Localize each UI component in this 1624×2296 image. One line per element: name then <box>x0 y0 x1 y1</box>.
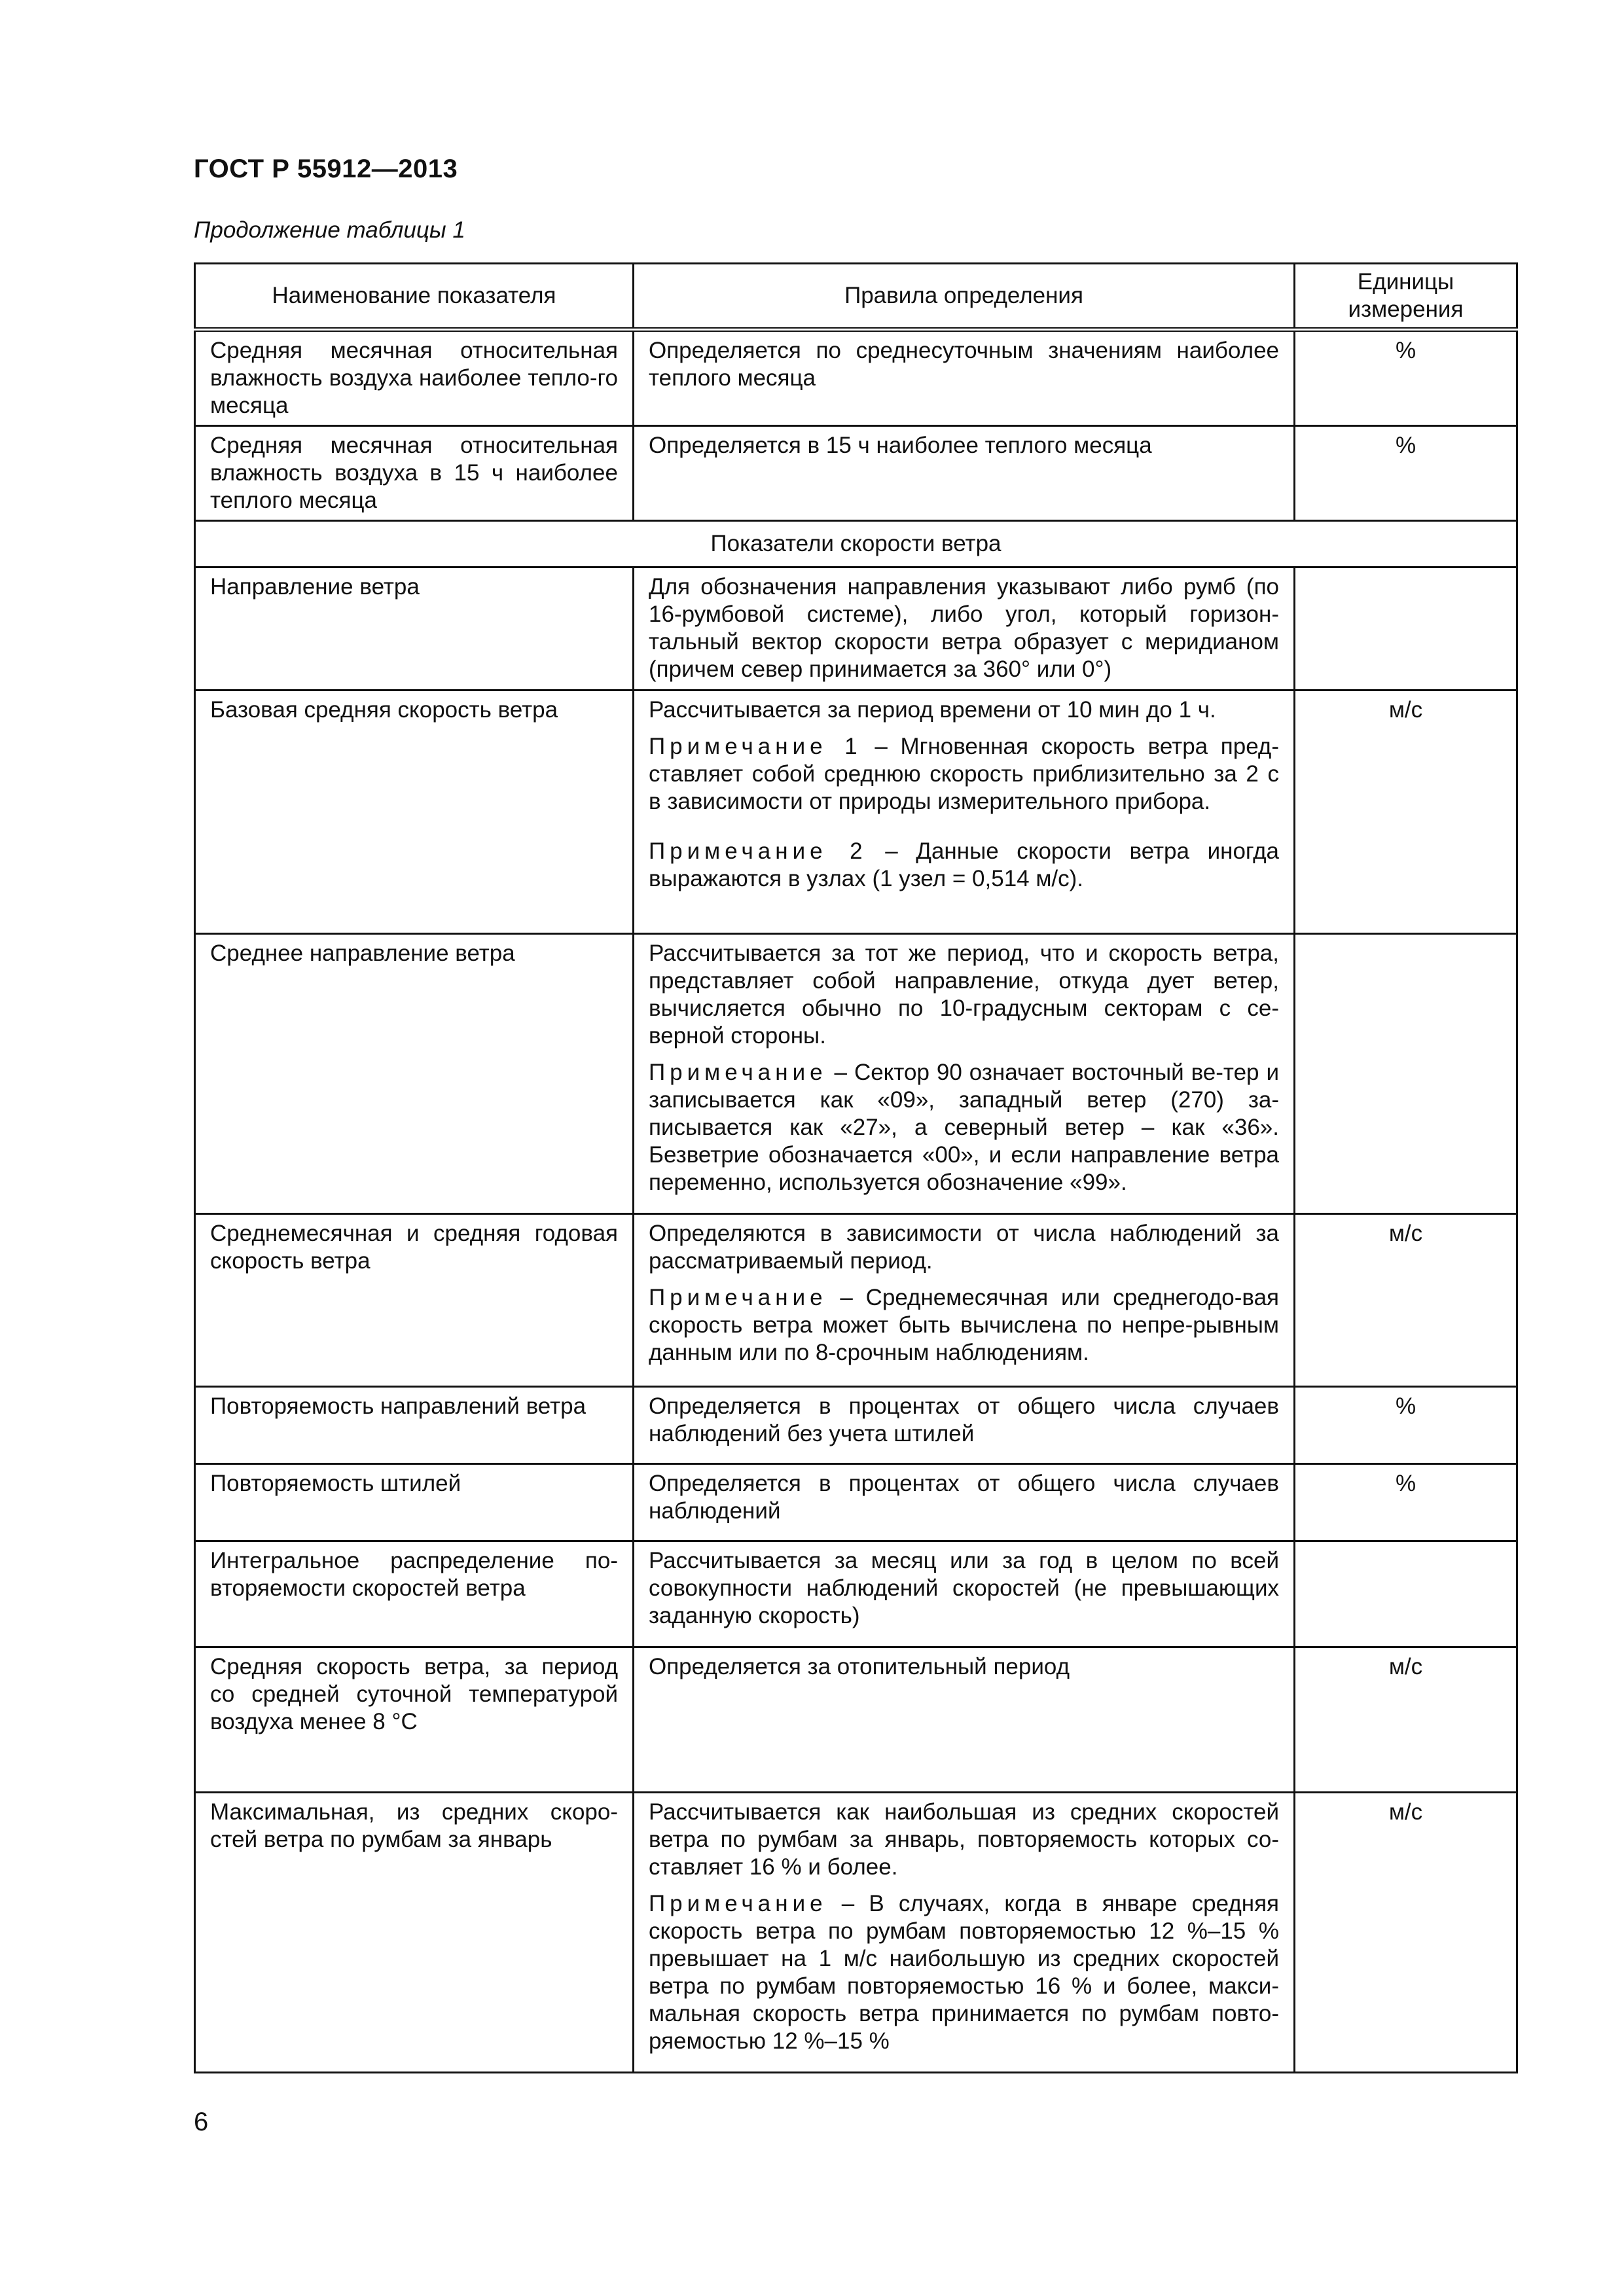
section-row <box>195 521 1517 567</box>
indicator-rule: Определяется за отопительный период <box>634 1647 1295 1793</box>
indicator-name: Повторяемость штилей <box>195 1464 634 1541</box>
table-header-row <box>195 264 1517 330</box>
indicator-unit: % <box>1295 330 1517 426</box>
note-label: Примечание 2 <box>649 838 867 864</box>
note-text: – Мгновенная скорость ветра пред-ставляет собой среднюю скорость приблизительно за 2 с в зависимости от природы измерительного прибора. <box>649 734 1279 814</box>
indicator-rule: Определяется по среднесуточным значениям наиболее теплого месяца <box>634 330 1295 426</box>
table-row <box>195 1647 1517 1793</box>
table-row <box>195 426 1517 521</box>
indicator-rule-cell <box>634 934 1295 1214</box>
indicator-unit <box>1295 567 1517 691</box>
indicator-rule-cell <box>634 691 1295 934</box>
indicator-name: Среднемесячная и средняя годовая скорость ветра <box>195 1214 634 1387</box>
table-row <box>195 1541 1517 1647</box>
document-standard-number: ГОСТ Р 55912—2013 <box>194 154 458 183</box>
table-row <box>195 691 1517 934</box>
table-row <box>195 1387 1517 1464</box>
indicator-unit: % <box>1295 426 1517 521</box>
note-text: – Сектор 90 означает восточный ве-тер и записывается как «09», западный ветер (270) за-писывается как «27», а северный ветер – как «36». Безветрие обозначается «00», и если направление ветра переменно, используется обозначение «99». <box>649 1060 1279 1195</box>
indicator-rule: Рассчитывается за период времени от 10 мин до 1 ч. <box>649 697 1216 723</box>
indicator-name: Средняя месячная относительная влажность воздуха наиболее тепло-го месяца <box>195 330 634 426</box>
indicator-unit <box>1295 934 1517 1214</box>
indicator-rule: Рассчитывается за тот же период, что и скорость ветра, представляет собой направление, откуда дует ветер, вычисляется обычно по 10-градусным секторам с се-верной стороны. <box>649 941 1279 1049</box>
indicator-unit: % <box>1295 1387 1517 1464</box>
indicator-rule: Рассчитывается как наибольшая из средних скоростей ветра по румбам за январь, повторяемость которых со-ставляет 16 % и более. <box>649 1799 1279 1880</box>
note-text: – В случаях, когда в январе средняя скорость ветра по румбам повторяемостью 12 %–15 % превышает на 1 м/с наибольшую из средних скоростей ветра по румбам повторяемостью 16 % и более, макси-мальная скорость ветра принимается по румбам повто-ряемостью 12 %–15 % <box>649 1891 1279 2054</box>
note-text: – Среднемесячная или среднегодо-вая скорость ветра может быть вычислена по непре-рывным данным или по 8-срочным наблюдениям. <box>649 1285 1279 1365</box>
indicator-rule-cell <box>634 1214 1295 1387</box>
page-number: 6 <box>194 2108 209 2136</box>
note-paragraph <box>649 838 1279 893</box>
indicator-unit: м/с <box>1295 1214 1517 1387</box>
section-title: Показатели скорости ветра <box>195 521 1517 567</box>
indicator-name: Направление ветра <box>195 567 634 691</box>
indicator-unit: % <box>1295 1464 1517 1541</box>
indicator-name: Базовая средняя скорость ветра <box>195 691 634 934</box>
indicator-unit: м/с <box>1295 1647 1517 1793</box>
note-paragraph <box>649 1284 1279 1367</box>
column-header-units: Единицы измерения <box>1295 264 1517 330</box>
indicator-rule: Рассчитывается за месяц или за год в целом по всей совокупности наблюдений скоростей (не превышающих заданную скорость) <box>634 1541 1295 1647</box>
note-paragraph <box>649 1890 1279 2055</box>
note-text: – Данные скорости ветра иногда выражаются в узлах (1 узел = 0,514 м/с). <box>649 838 1279 891</box>
indicator-unit: м/с <box>1295 691 1517 934</box>
indicator-name: Среднее направление ветра <box>195 934 634 1214</box>
column-header-name: Наименование показателя <box>195 264 634 330</box>
indicator-name: Средняя месячная относительная влажность воздуха в 15 ч наиболее теплого месяца <box>195 426 634 521</box>
indicator-name: Средняя скорость ветра, за период со средней суточной температурой воздуха менее 8 °С <box>195 1647 634 1793</box>
table-caption: Продолжение таблицы 1 <box>194 217 465 243</box>
indicator-name: Интегральное распределение по-вторяемости скоростей ветра <box>195 1541 634 1647</box>
note-label: Примечание <box>649 1285 827 1310</box>
indicator-rule: Определяется в процентах от общего числа случаев наблюдений <box>634 1464 1295 1541</box>
indicators-table <box>194 262 1518 2073</box>
indicator-name: Максимальная, из средних скоро-стей ветра по румбам за январь <box>195 1793 634 2073</box>
table-row <box>195 1793 1517 2073</box>
indicator-rule: Определяются в зависимости от числа наблюдений за рассматриваемый период. <box>649 1221 1279 1274</box>
indicator-rule: Для обозначения направления указывают либо румб (по 16-румбовой системе), либо угол, который горизон-тальный вектор скорости ветра образует с меридианом (причем север принимается за 360° или 0°) <box>634 567 1295 691</box>
note-label: Примечание <box>649 1891 827 1916</box>
indicator-unit: м/с <box>1295 1793 1517 2073</box>
indicator-rule: Определяется в 15 ч наиболее теплого месяца <box>634 426 1295 521</box>
table-row <box>195 330 1517 426</box>
table-row <box>195 1464 1517 1541</box>
note-label: Примечание <box>649 1060 827 1085</box>
column-header-rules: Правила определения <box>634 264 1295 330</box>
note-label: Примечание 1 <box>649 734 862 759</box>
table-row <box>195 567 1517 691</box>
table-row <box>195 1214 1517 1387</box>
indicator-rule: Определяется в процентах от общего числа случаев наблюдений без учета штилей <box>634 1387 1295 1464</box>
indicator-rule-cell <box>634 1793 1295 2073</box>
indicator-name: Повторяемость направлений ветра <box>195 1387 634 1464</box>
note-paragraph <box>649 1059 1279 1196</box>
table-row <box>195 934 1517 1214</box>
indicator-unit <box>1295 1541 1517 1647</box>
note-paragraph <box>649 733 1279 816</box>
